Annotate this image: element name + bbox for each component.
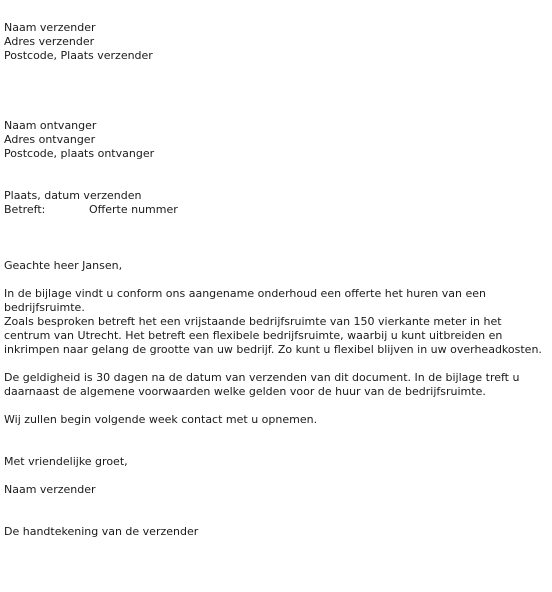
- letter-document: [4, 21, 544, 539]
- salutation: Geachte heer Jansen,: [4, 259, 123, 272]
- spacer: [4, 469, 544, 483]
- paragraph-1: In de bijlage vindt u conform ons aangename onderhoud een offerte het huren van een bedrijfsruimte.: [4, 287, 486, 314]
- sender-name: Naam verzender: [4, 21, 96, 34]
- spacer: [4, 357, 544, 371]
- sender-address: Adres verzender: [4, 35, 95, 48]
- spacer: [4, 273, 544, 287]
- spacer: [4, 399, 544, 413]
- spacer: [4, 217, 544, 259]
- spacer: [4, 427, 544, 455]
- closing-greeting: Met vriendelijke groet,: [4, 455, 128, 468]
- recipient-address-block: [4, 119, 544, 161]
- sender-address-block: [4, 21, 544, 63]
- subject-line: [4, 203, 544, 217]
- recipient-name: Naam ontvanger: [4, 119, 97, 132]
- paragraph-3: De geldigheid is 30 dagen na de datum van verzenden van dit document. In de bijlage treft u daarnaast de algemene voorwaarden welke gelden voor de huur van de bedrijfsruimte.: [4, 371, 520, 398]
- paragraph-4: Wij zullen begin volgende week contact met u opnemen.: [4, 413, 318, 426]
- spacer: [4, 161, 544, 189]
- subject-value: Offerte nummer: [89, 203, 178, 216]
- subject-label: Betreft:: [4, 203, 46, 216]
- recipient-postal-city: Postcode, plaats ontvanger: [4, 147, 155, 160]
- signature-line: De handtekening van de verzender: [4, 525, 199, 538]
- meta-block: [4, 189, 544, 217]
- closing-name: Naam verzender: [4, 483, 96, 496]
- spacer: [4, 63, 544, 119]
- sender-postal-city: Postcode, Plaats verzender: [4, 49, 153, 62]
- place-date: Plaats, datum verzenden: [4, 189, 142, 202]
- spacer: [4, 497, 544, 525]
- paragraph-2: Zoals besproken betreft het een vrijstaande bedrijfsruimte van 150 vierkante meter in het centrum van Utrecht. Het betreft een flexibele bedrijfsruimte, waarbij u kunt uitbreiden en inkrimpen naar gelang de grootte van uw bedrijf. Zo kunt u flexibel blijven in uw overheadkosten.: [4, 315, 542, 356]
- recipient-address: Adres ontvanger: [4, 133, 96, 146]
